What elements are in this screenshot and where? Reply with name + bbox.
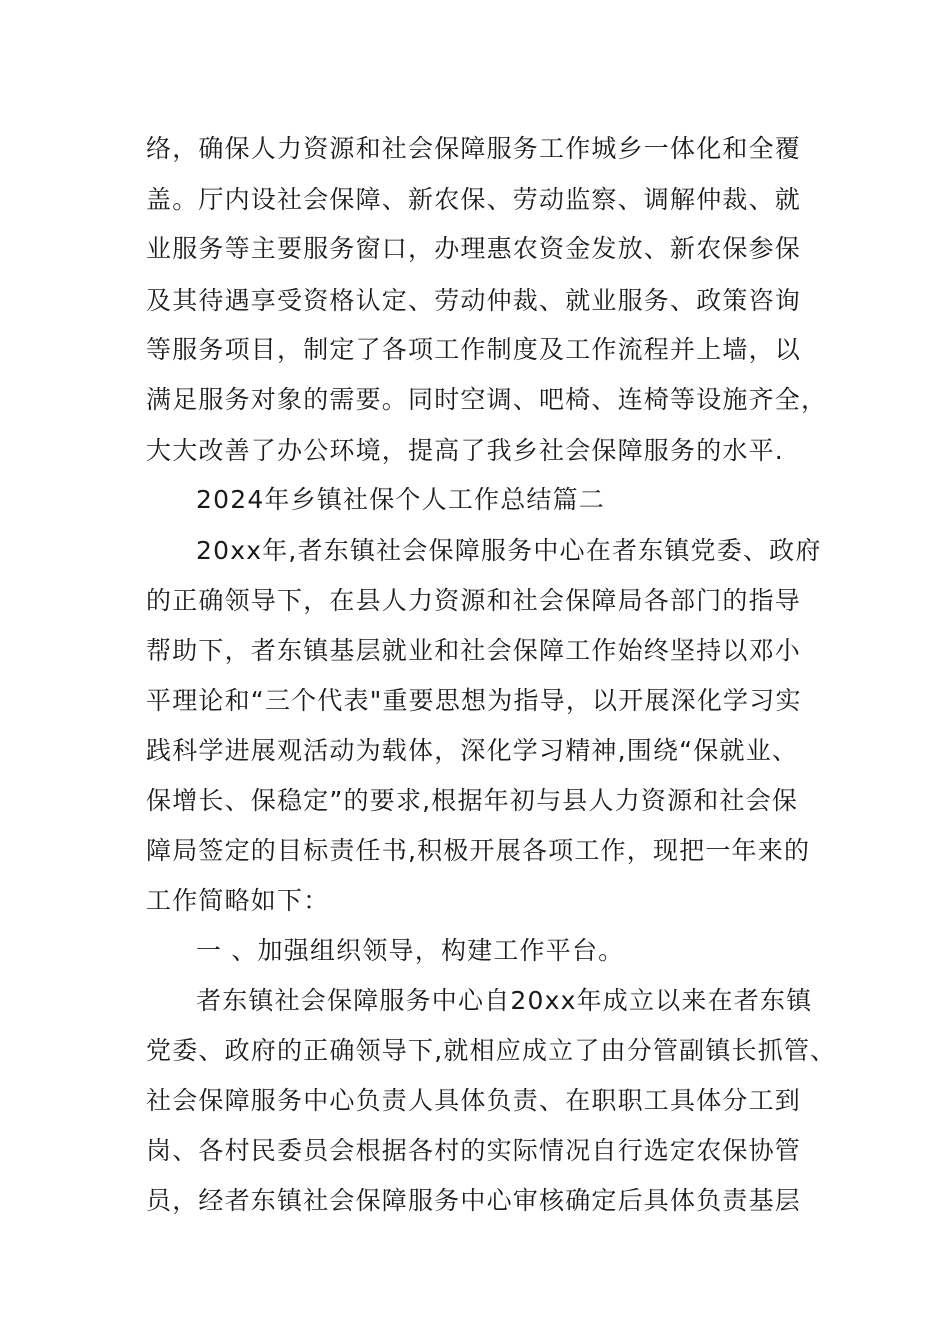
text-line: 障局签定的目标责任书,积极开展各项工作，现把一年来的 [146, 836, 811, 865]
text-line: 等服务项目，制定了各项工作制度及工作流程并上墙，以 [146, 335, 802, 364]
text-line: 满足服务对象的需要。同时空调、吧椅、连椅等设施齐全， [146, 385, 828, 414]
text-line: 络，确保人力资源和社会保障服务工作城乡一体化和全覆 [146, 134, 802, 163]
text-line: 及其待遇享受资格认定、劳动仲裁、就业服务、政策咨询 [146, 286, 802, 315]
text-line: 盖。厅内设社会保障、新农保、劳动监察、调解仲裁、就 [146, 185, 802, 214]
text-line: 社会保障服务中心负责人具体负责、在职职工具体分工到 [146, 1086, 802, 1115]
text-line: 平理论和“三个代表"重要思想为指导，以开展深化学习实 [146, 686, 802, 715]
text-line: 者东镇社会保障服务中心自20xx年成立以来在者东镇 [196, 986, 813, 1015]
text-line: 20xx年,者东镇社会保障服务中心在者东镇党委、政府 [196, 536, 822, 565]
text-line: 岗、各村民委员会根据各村的实际情况自行选定农保协管 [146, 1136, 802, 1165]
subsection-heading: 一 、加强组织领导，构建工作平台。 [196, 936, 625, 965]
text-line: 员，经者东镇社会保障服务中心审核确定后具体负责基层 [146, 1186, 802, 1215]
section-heading: 2024年乡镇社保个人工作总结篇二 [196, 485, 606, 514]
text-line: 业服务等主要服务窗口，办理惠农资金发放、新农保参保 [146, 234, 802, 263]
text-line: 大大改善了办公环境，提高了我乡社会保障服务的水平. [146, 436, 784, 465]
text-line: 党委、政府的正确领导下,就相应成立了由分管副镇长抓管、 [146, 1036, 837, 1065]
text-line: 帮助下，者东镇基层就业和社会保障工作始终坚持以邓小 [146, 636, 802, 665]
text-line: 工作简略如下： [146, 886, 330, 915]
text-line: 的正确领导下，在县人力资源和社会保障局各部门的指导 [146, 586, 802, 615]
text-line: 保增长、保稳定”的要求,根据年初与县人力资源和社会保 [146, 786, 799, 815]
text-line: 践科学进展观活动为载体，深化学习精神,围绕“保就业、 [146, 736, 799, 765]
